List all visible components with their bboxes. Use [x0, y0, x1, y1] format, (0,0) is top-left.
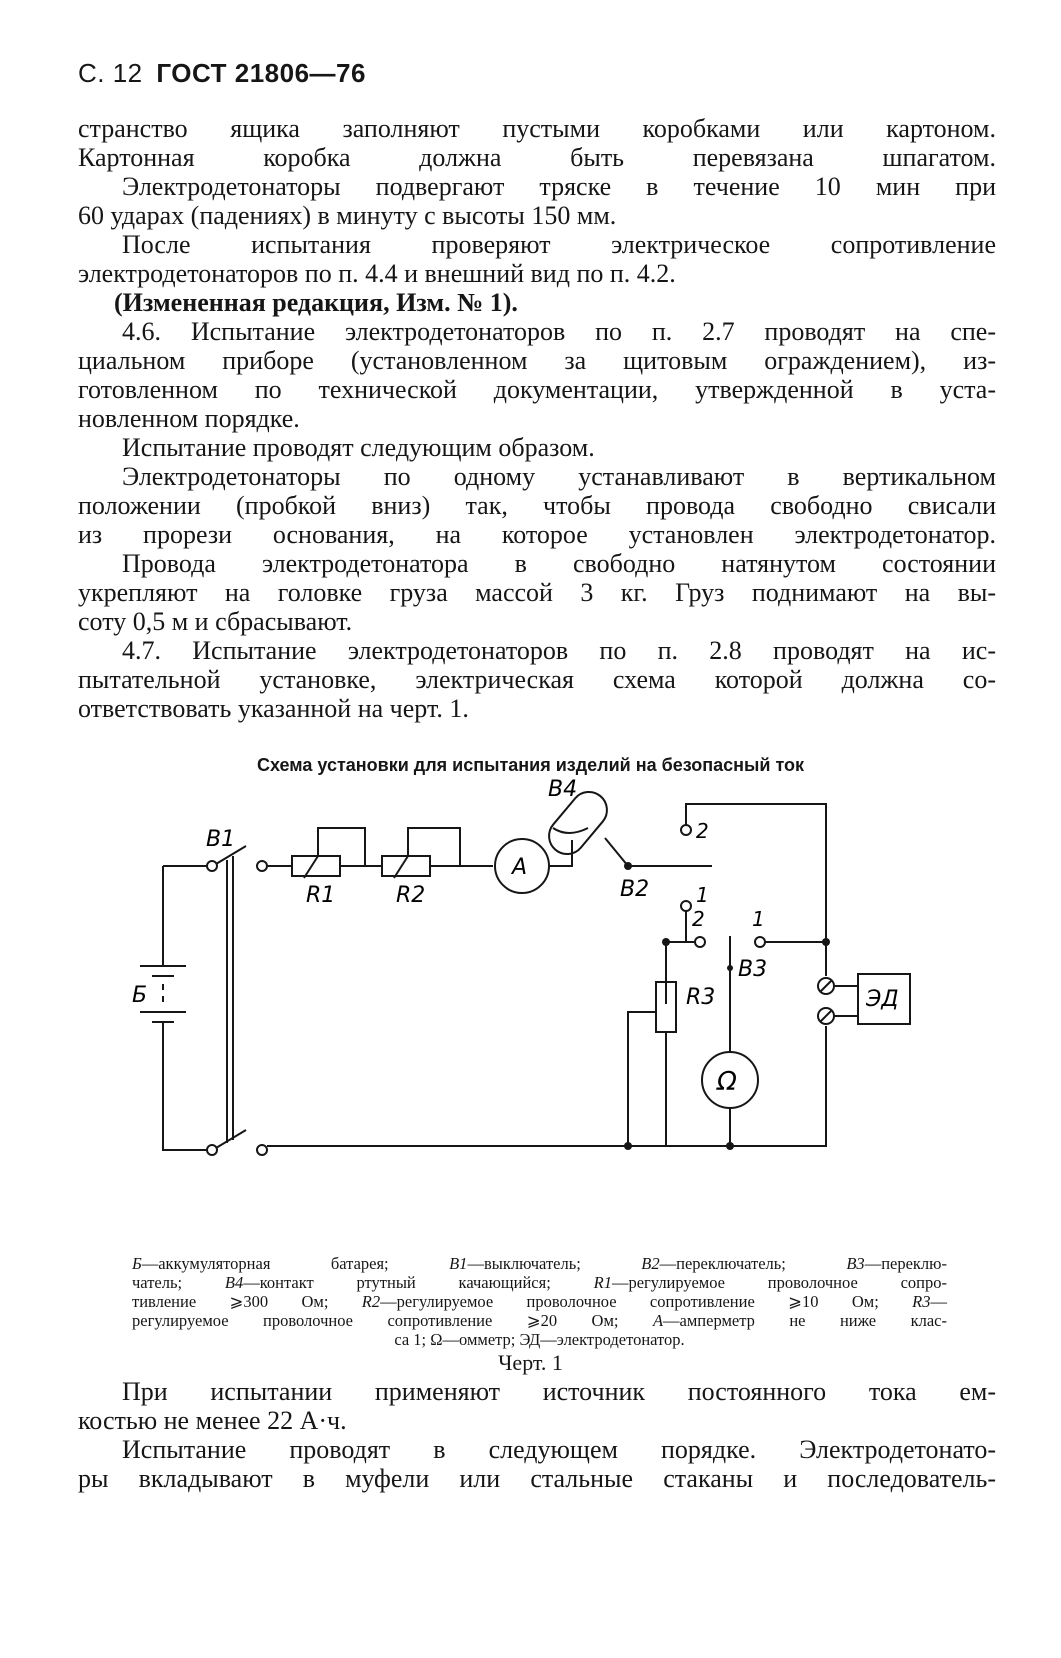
slider — [628, 1012, 656, 1146]
slider — [304, 828, 365, 878]
switch-blade — [216, 1130, 246, 1148]
label-position-2: 2 — [696, 819, 709, 843]
junction — [624, 862, 632, 870]
text-line: 4.7. Испытание электродетонаторов по п. 2.8 проводят на ис- — [122, 636, 996, 665]
text-line: 60 ударах (падениях) в минуту с высоты 150 мм. — [78, 201, 617, 230]
contact — [207, 1145, 217, 1155]
label-r2: R2 — [396, 883, 426, 908]
label-ohmmeter: Ω — [717, 1067, 737, 1097]
page-header — [78, 58, 366, 89]
text-line: Картонная коробка должна быть перевязана шпагатом. — [78, 143, 996, 172]
page-number: С. 12 — [78, 58, 143, 88]
text-line: циальном приборе (установленном за щитовым ограждением), из- — [78, 346, 996, 375]
figure-title: Схема установки для испытания изделий на безопасный ток — [256, 755, 805, 775]
text-line: странство ящика заполняют пустыми коробками или картоном. — [78, 114, 996, 143]
text-line: ответствовать указанной на черт. 1. — [78, 694, 469, 723]
text-line: из прорези основания, на которое установлен электродетонатор. — [78, 520, 996, 549]
junction — [822, 938, 830, 946]
legend-line: тивление ⩾300 Ом; R2—регулируемое проволочное сопротивление ⩾10 Ом; R3— — [132, 1292, 947, 1311]
contact — [257, 861, 267, 871]
label-r3: R3 — [686, 985, 716, 1010]
label-detonator: ЭД — [866, 987, 899, 1012]
contact — [755, 937, 765, 947]
text-line: Испытание проводят следующим образом. — [122, 433, 595, 462]
label-ammeter: A — [512, 855, 528, 880]
legend-line: регулируемое проволочное сопротивление ⩾20 Ом; A—амперметр не ниже клас- — [132, 1311, 947, 1330]
text-line: электродетонаторов по п. 4.4 и внешний вид по п. 4.2. — [78, 259, 676, 288]
contact — [681, 901, 691, 911]
label-b3: B3 — [738, 957, 768, 982]
text-line: Испытание проводят в следующем порядке. Электродетонато- — [122, 1435, 996, 1464]
label-battery: Б — [132, 983, 148, 1008]
text-line: пытательной установке, электрическая схема которой должна со- — [78, 665, 996, 694]
figure-legend — [132, 1254, 947, 1349]
mercury-level — [553, 828, 588, 833]
text-line: готовленном по технической документации, утвержденной в уста- — [78, 375, 996, 404]
text-line: укрепляют на головке груза массой 3 кг. Груз поднимают на вы- — [78, 578, 996, 607]
text-line: новленном порядке. — [78, 404, 300, 433]
legend-line: чатель; B4—контакт ртутный качающийся; R1—регулируемое проволочное сопро- — [132, 1273, 947, 1292]
text-line: При испытании применяют источник постоянного тока ем- — [122, 1377, 996, 1406]
contact — [207, 861, 217, 871]
wire — [267, 1026, 826, 1146]
text-line: положении (пробкой вниз) так, чтобы провода свободно свисали — [78, 491, 996, 520]
text-line: Электродетонаторы подвергают тряске в течение 10 мин при — [122, 172, 996, 201]
label-position-1: 1 — [696, 883, 709, 907]
wire — [163, 1022, 207, 1150]
text-line: костью не менее 22 А·ч. — [78, 1406, 347, 1435]
junction — [624, 1142, 632, 1150]
figure-caption: Черт. 1 — [498, 1350, 563, 1375]
junction — [726, 1142, 734, 1150]
label-b1: B1 — [206, 827, 236, 852]
standard-number: ГОСТ 21806—76 — [156, 58, 366, 88]
text-line: После испытания проверяют электрическое сопротивление — [122, 230, 996, 259]
contact — [681, 825, 691, 835]
contact — [257, 1145, 267, 1155]
revision-note: (Измененная редакция, Изм. № 1). — [114, 288, 518, 317]
label-r1: R1 — [306, 883, 336, 908]
circuit-diagram — [0, 777, 1061, 1250]
text-line: соту 0,5 м и сбрасывают. — [78, 607, 353, 636]
text-line: Провода электродетонатора в свободно натянутом состоянии — [122, 549, 996, 578]
label-b3-position-2: 2 — [692, 907, 705, 931]
legend-line: Б—аккумуляторная батарея; B1—выключатель; B2—переключатель; B3—переклю- — [132, 1254, 947, 1273]
contact — [695, 937, 705, 947]
label-b2: B2 — [620, 877, 650, 902]
label-b4: B4 — [548, 777, 578, 802]
slider — [394, 828, 460, 878]
text-line: ры вкладывают в муфели или стальные стаканы и последователь- — [78, 1464, 996, 1493]
text-line: 4.6. Испытание электродетонаторов по п. 2.7 проводят на спе- — [122, 317, 996, 346]
text-line: Электродетонаторы по одному устанавливают в вертикальном — [122, 462, 996, 491]
legend-line: са 1; Ω—омметр; ЭД—электродетонатор. — [394, 1330, 685, 1349]
junction — [727, 965, 733, 971]
label-b3-position-1: 1 — [752, 907, 765, 931]
junction — [662, 938, 670, 946]
